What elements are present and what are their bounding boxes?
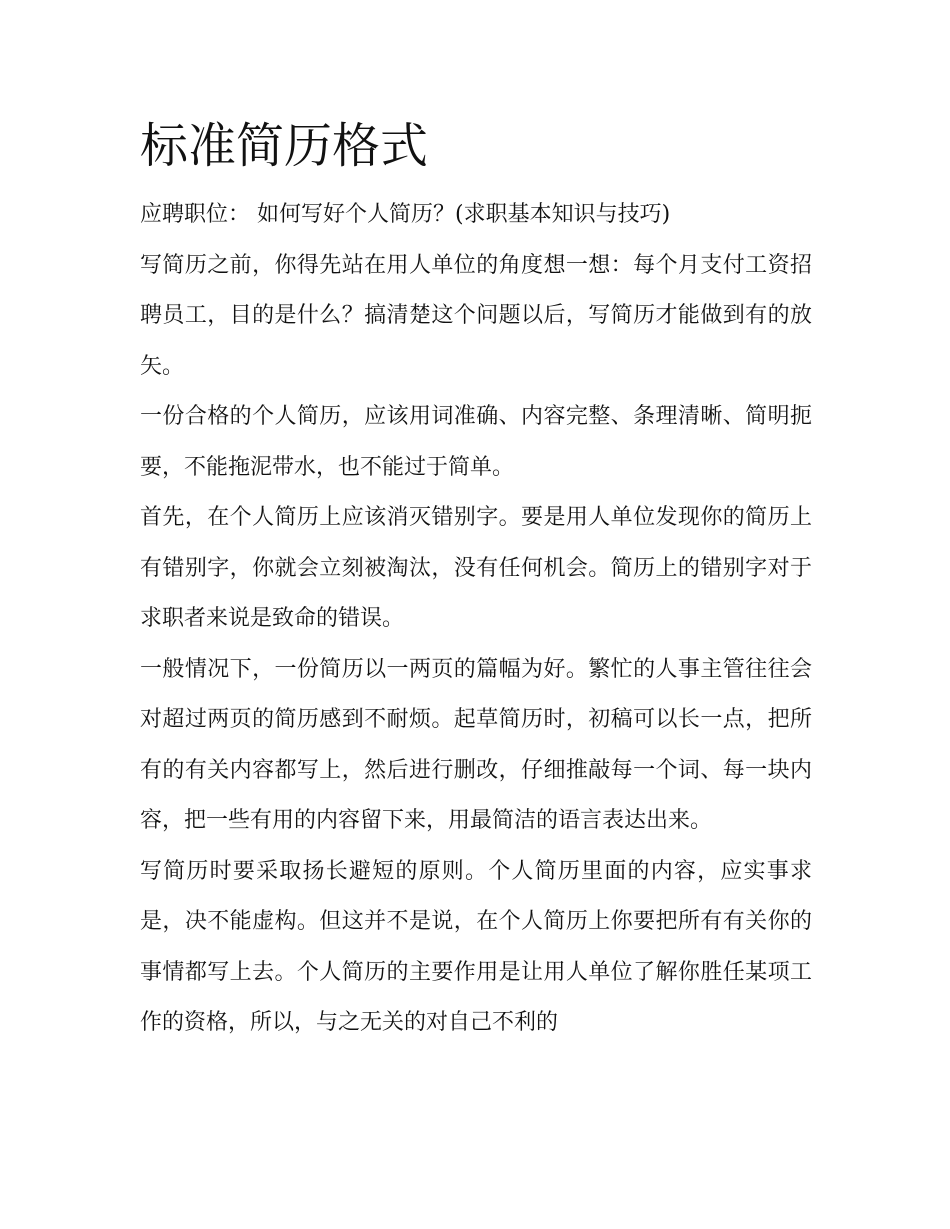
document-body [140,112,812,1049]
paragraph-typos: 首先，在个人简历上应该消灭错别字。要是用人单位发现你的简历上有错别字，你就会立刻被淘汰，没有任何机会。简历上的错别字对于求职者来说是致命的错误。 [140,505,812,631]
document-title: 标准简历格式 [140,118,429,174]
paragraph-position: 应聘职位： 如何写好个人简历？(求职基本知识与技巧) [140,202,671,227]
paragraph-intro: 写简历之前，你得先站在用人单位的角度想一想：每个月支付工资招聘员工，目的是什么？搞清楚这个问题以后，写简历才能做到有的放矢。 [140,252,812,379]
paragraph-length: 一般情况下，一份简历以一两页的篇幅为好。繁忙的人事主管往往会对超过两页的简历感到不耐烦。起草简历时，初稿可以长一点，把所有的有关内容都写上，然后进行删改，仔细推敲每一个词、每一块内容，把一些有用的内容留下来，用最简洁的语言表达出来。 [140,656,812,833]
paragraph-qualified-resume: 一份合格的个人简历，应该用词准确、内容完整、条理清晰、简明扼要，不能拖泥带水，也不能过于简单。 [140,404,812,480]
paragraph-strengths: 写简历时要采取扬长避短的原则。个人简历里面的内容，应实事求是，决不能虚构。但这并不是说，在个人简历上你要把所有有关你的事情都写上去。个人简历的主要作用是让用人单位了解你胜任某项工作的资格，所以，与之无关的对自己不利的 [140,858,812,1035]
